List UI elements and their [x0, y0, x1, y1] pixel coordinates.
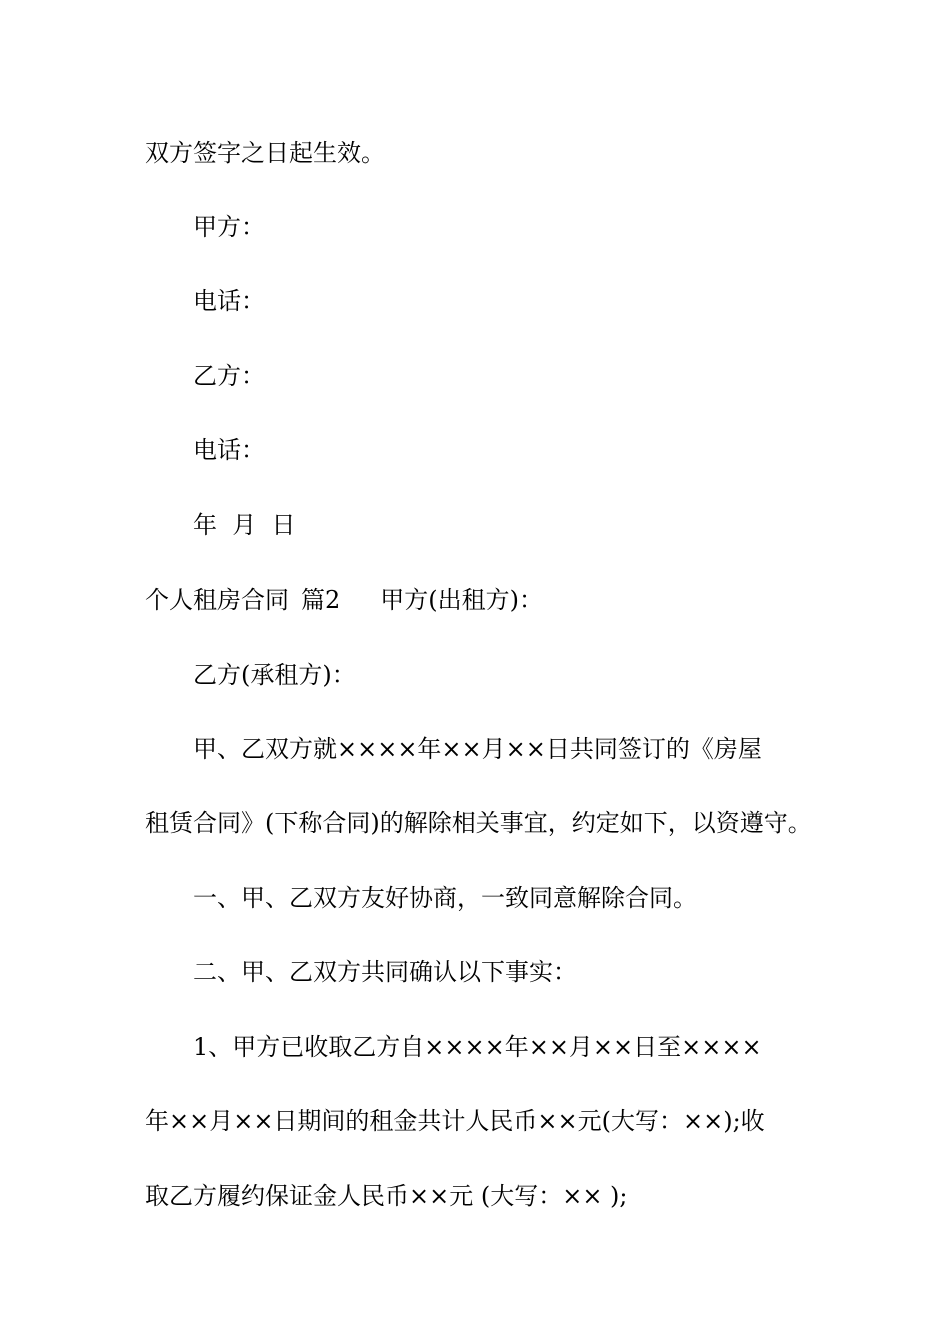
- item-one-line-2: 年××月××日期间的租金共计人民币××元(大写：××);收: [145, 1107, 765, 1135]
- item-one-line-3: 取乙方履约保证金人民币××元 (大写：×× );: [145, 1182, 628, 1210]
- party-b-label: 乙方：: [193, 362, 265, 390]
- paragraph-intro-line-1: 甲、乙双方就××××年××月××日共同签订的《房屋: [193, 735, 762, 763]
- clause-one: 一、甲、乙双方友好协商，一致同意解除合同。: [193, 884, 697, 912]
- party-a-phone-label: 电话：: [193, 287, 265, 315]
- party-a-label: 甲方：: [193, 213, 265, 241]
- section-lead-in: 甲方(出租方)：: [380, 586, 544, 614]
- section-part: 篇2: [301, 586, 341, 614]
- section-heading: [145, 585, 825, 615]
- paragraph-intro-line-2: 租赁合同》(下称合同)的解除相关事宜，约定如下，以资遵守。: [145, 809, 812, 837]
- text-line-effective: 双方签字之日起生效。: [145, 139, 385, 167]
- item-one-line-1: 1、甲方已收取乙方自××××年××月××日至××××: [193, 1033, 762, 1061]
- section-title: 个人租房合同: [145, 586, 289, 614]
- party-b-phone-label: 电话：: [193, 436, 265, 464]
- clause-two: 二、甲、乙双方共同确认以下事实：: [193, 958, 577, 986]
- lessee-label: 乙方(承租方)：: [193, 661, 356, 689]
- date-line: 年 月 日: [193, 511, 296, 539]
